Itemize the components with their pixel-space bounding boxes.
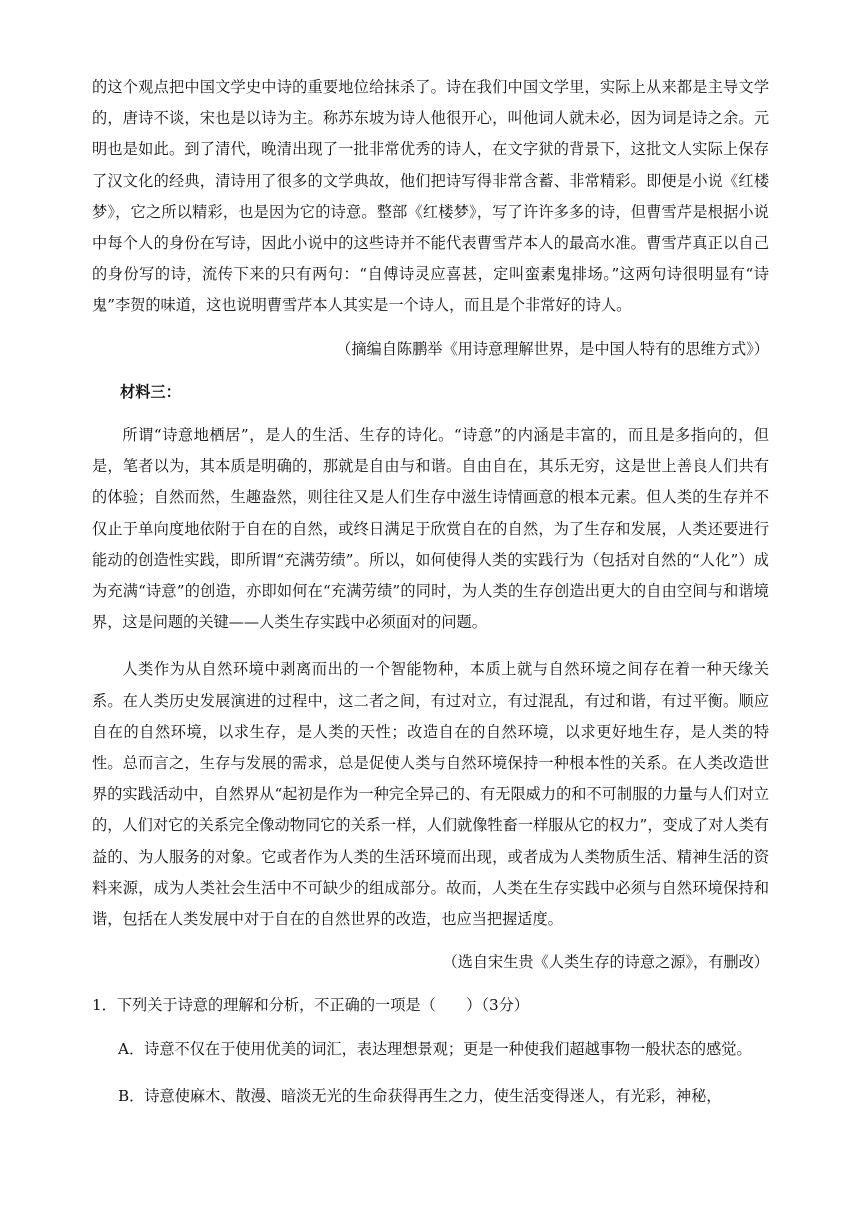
material2-source: （摘编自陈鹏举《用诗意理解世界，是中国人特有的思维方式》）: [336, 339, 769, 358]
option-letter: A．: [118, 1039, 145, 1058]
question-1-option-a: [92, 1034, 769, 1065]
material3-paragraph-1: 所谓“诗意地栖居”，是人的生活、生存的诗化。“诗意”的内涵是丰富的，而且是多指向的，但是，笔者以为，其本质是明确的，那就是自由与和谐。自由自在，其乐无穷，这是世上善良人们共有的体验；自然而然，生趣盎然，则往往又是人们生存中滋生诗情画意的根本元素。但人类的生存并不仅止于单向度地依附于自在的自然，或终日满足于欣赏自在的自然，为了生存和发展，人类还要进行能动的创造性实践，即所谓“充满劳绩”。所以，如何使得人类的实践行为（包括对自然的“人化”）成为充满“诗意”的创造，亦即如何在“充满劳绩”的同时，为人类的生存创造出更大的自由空间与和谐境界，这是问题的关键——人类生存实践中必须面对的问题。: [92, 426, 769, 632]
question-1-option-b: [92, 1081, 769, 1112]
material2-body: 的这个观点把中国文学史中诗的重要地位给抹杀了。诗在我们中国文学里，实际上从来都是主导文学的，唐诗不谈，宋也是以诗为主。称苏东坡为诗人他很开心，叫他词人就未必，因为词是诗之余。元明也是如此。到了清代，晚清出现了一批非常优秀的诗人，在文字狱的背景下，这批文人实际上保存了汉文化的经典，清诗用了很多的文学典故，他们把诗写得非常含蓄、非常精彩。即便是小说《红楼梦》，它之所以精彩，也是因为它的诗意。整部《红楼梦》，写了许许多多的诗，但曹雪芹是根据小说中每个人的身份在写诗，因此小说中的这些诗并不能代表曹雪芹本人的最高水准。曹雪芹真正以自己的身份写的诗，流传下来的只有两句：“自傅诗灵应喜甚，定叫蛮素鬼排场。”这两句诗很明显有“诗鬼”李贺的味道，这也说明曹雪芹本人其实是一个诗人，而且是个非常好的诗人。: [92, 78, 769, 315]
material3-paragraph-2: 人类作为从自然环境中剥离而出的一个智能物种，本质上就与自然环境之间存在着一种天缘关系。在人类历史发展演进的过程中，这二者之间，有过对立，有过混乱，有过和谐，有过平衡。顺应自在的自然环境，以求生存，是人类的天性；改造自在的自然环境，以求更好地生存，是人类的特性。总而言之，生存与发展的需求，总是促使人类与自然环境保持一种根本性的关系。在人类改造世界的实践活动中，自然界从“起初是作为一种完全异己的、有无限威力的和不可制服的力量与人们对立的，人们对它的关系完全像动物同它的关系一样，人们就像牲畜一样服从它的权力”，变成了对人类有益的、为人服务的对象。它或者作为人类的生活环境而出现，或者成为人类物质生活、精神生活的资料来源，成为人类社会生活中不可缺少的组成部分。故而，人类在生存实践中必须与自然环境保持和谐，包括在人类发展中对于自在的自然世界的改造，也应当把握适度。: [92, 660, 769, 929]
option-letter: B．: [118, 1086, 145, 1105]
option-text: 诗意使麻木、散漫、暗淡无光的生命获得再生之力，使生活变得迷人，有光彩，神秘，: [144, 1086, 722, 1105]
option-text: 诗意不仅在于使用优美的词汇，表达理想景观；更是一种使我们超越事物一般状态的感觉。: [144, 1039, 752, 1058]
document-page: [92, 72, 769, 1112]
question-1-stem: 1．下列关于诗意的理解和分析，不正确的一项是（ ）（3分）: [92, 996, 529, 1015]
material3-heading: 材料三：: [120, 382, 181, 401]
material3-source: （选自宋生贵《人类生存的诗意之源》，有删改）: [442, 953, 769, 972]
